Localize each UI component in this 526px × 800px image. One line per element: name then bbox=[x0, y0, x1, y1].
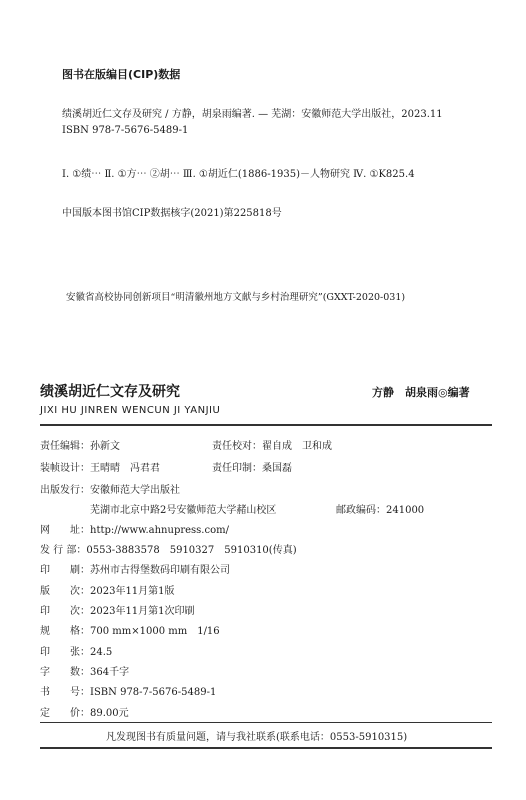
cip-classification: Ⅰ. ①绩⋯ Ⅱ. ①方⋯ ②胡⋯ Ⅲ. ①胡近仁(1886-1935)－人物研究 Ⅳ. ①K825.4 bbox=[62, 169, 415, 180]
cip-catalog-line: 绩溪胡近仁文存及研究 / 方静，胡泉雨编著. — 芜湖：安徽师范大学出版社，2023.11 bbox=[62, 109, 443, 120]
publisher-label: 出版发行： bbox=[40, 485, 90, 496]
detail-value: ISBN 978-7-5676-5489-1 bbox=[90, 687, 217, 698]
design-label: 装帧设计： bbox=[40, 463, 90, 474]
proof-value: 翟自成 卫和成 bbox=[262, 441, 332, 452]
detail-value: 苏州市古得堡数码印刷有限公司 bbox=[90, 565, 230, 576]
detail-value: 2023年11月第1次印刷 bbox=[90, 606, 195, 617]
detail-row-printer bbox=[40, 561, 230, 576]
proof-label: 责任校对： bbox=[212, 441, 262, 452]
detail-value: 364千字 bbox=[90, 667, 130, 678]
footer-rule-top bbox=[40, 722, 492, 723]
detail-row-isbn bbox=[40, 683, 216, 698]
title-rule bbox=[40, 424, 492, 426]
editor-value: 孙新文 bbox=[90, 441, 120, 452]
detail-label: 发 行 部： bbox=[40, 545, 87, 556]
detail-row-price bbox=[40, 704, 129, 719]
publisher-row bbox=[40, 481, 180, 496]
detail-label: 书 号： bbox=[40, 687, 90, 698]
detail-row-sheets bbox=[40, 643, 112, 658]
editor-row bbox=[40, 437, 120, 452]
cip-verification: 中国版本图书馆CIP数据核字(2021)第225818号 bbox=[62, 208, 282, 219]
detail-label: 网 址： bbox=[40, 525, 90, 536]
detail-label: 版 次： bbox=[40, 586, 90, 597]
print-value: 桑国磊 bbox=[262, 463, 292, 474]
detail-label: 规 格： bbox=[40, 626, 90, 637]
detail-label: 印 刷： bbox=[40, 565, 90, 576]
detail-value: 89.00元 bbox=[90, 708, 129, 719]
proof-row bbox=[212, 437, 332, 452]
book-pinyin: JIXI HU JINREN WENCUN JI YANJIU bbox=[40, 405, 221, 416]
publisher-value: 安徽师范大学出版社 bbox=[90, 485, 180, 496]
detail-value: 0553-3883578 5910327 5910310(传真) bbox=[86, 545, 297, 556]
detail-value: 24.5 bbox=[90, 647, 113, 658]
footer-note: 凡发现图书有质量问题，请与我社联系(联系电话：0553-5910315) bbox=[106, 732, 408, 743]
website-link[interactable]: http://www.ahnupress.com/ bbox=[90, 525, 229, 536]
detail-label: 定 价： bbox=[40, 708, 90, 719]
detail-label: 印 张： bbox=[40, 647, 90, 658]
detail-value: 700 mm×1000 mm 1/16 bbox=[90, 626, 220, 637]
editor-label: 责任编辑： bbox=[40, 441, 90, 452]
design-row bbox=[40, 459, 160, 474]
footer-rule-bottom bbox=[40, 747, 492, 749]
design-value: 王晴晴 冯君君 bbox=[90, 463, 160, 474]
publisher-postcode: 邮政编码：241000 bbox=[336, 505, 425, 516]
print-label: 责任印制： bbox=[212, 463, 262, 474]
detail-row-impression bbox=[40, 602, 195, 617]
book-title: 绩溪胡近仁文存及研究 bbox=[40, 384, 180, 400]
detail-label: 印 次： bbox=[40, 606, 90, 617]
cip-heading: 图书在版编目(CIP)数据 bbox=[62, 68, 181, 81]
detail-row-edition bbox=[40, 582, 175, 597]
project-note: 安徽省高校协同创新项目“明清徽州地方文献与乡村治理研究”(GXXT-2020-031) bbox=[66, 292, 406, 303]
detail-row-website bbox=[40, 521, 229, 536]
detail-row-wordcount bbox=[40, 663, 129, 678]
publisher-address: 芜湖市北京中路2号安徽师范大学赭山校区 bbox=[90, 505, 277, 516]
detail-value: 2023年11月第1版 bbox=[90, 586, 175, 597]
book-authors: 方静 胡泉雨◎编著 bbox=[372, 386, 470, 399]
detail-label: 字 数： bbox=[40, 667, 90, 678]
detail-row-sales bbox=[40, 541, 297, 556]
cip-isbn-line: ISBN 978-7-5676-5489-1 bbox=[62, 125, 189, 136]
detail-row-format bbox=[40, 622, 220, 637]
print-row bbox=[212, 459, 292, 474]
